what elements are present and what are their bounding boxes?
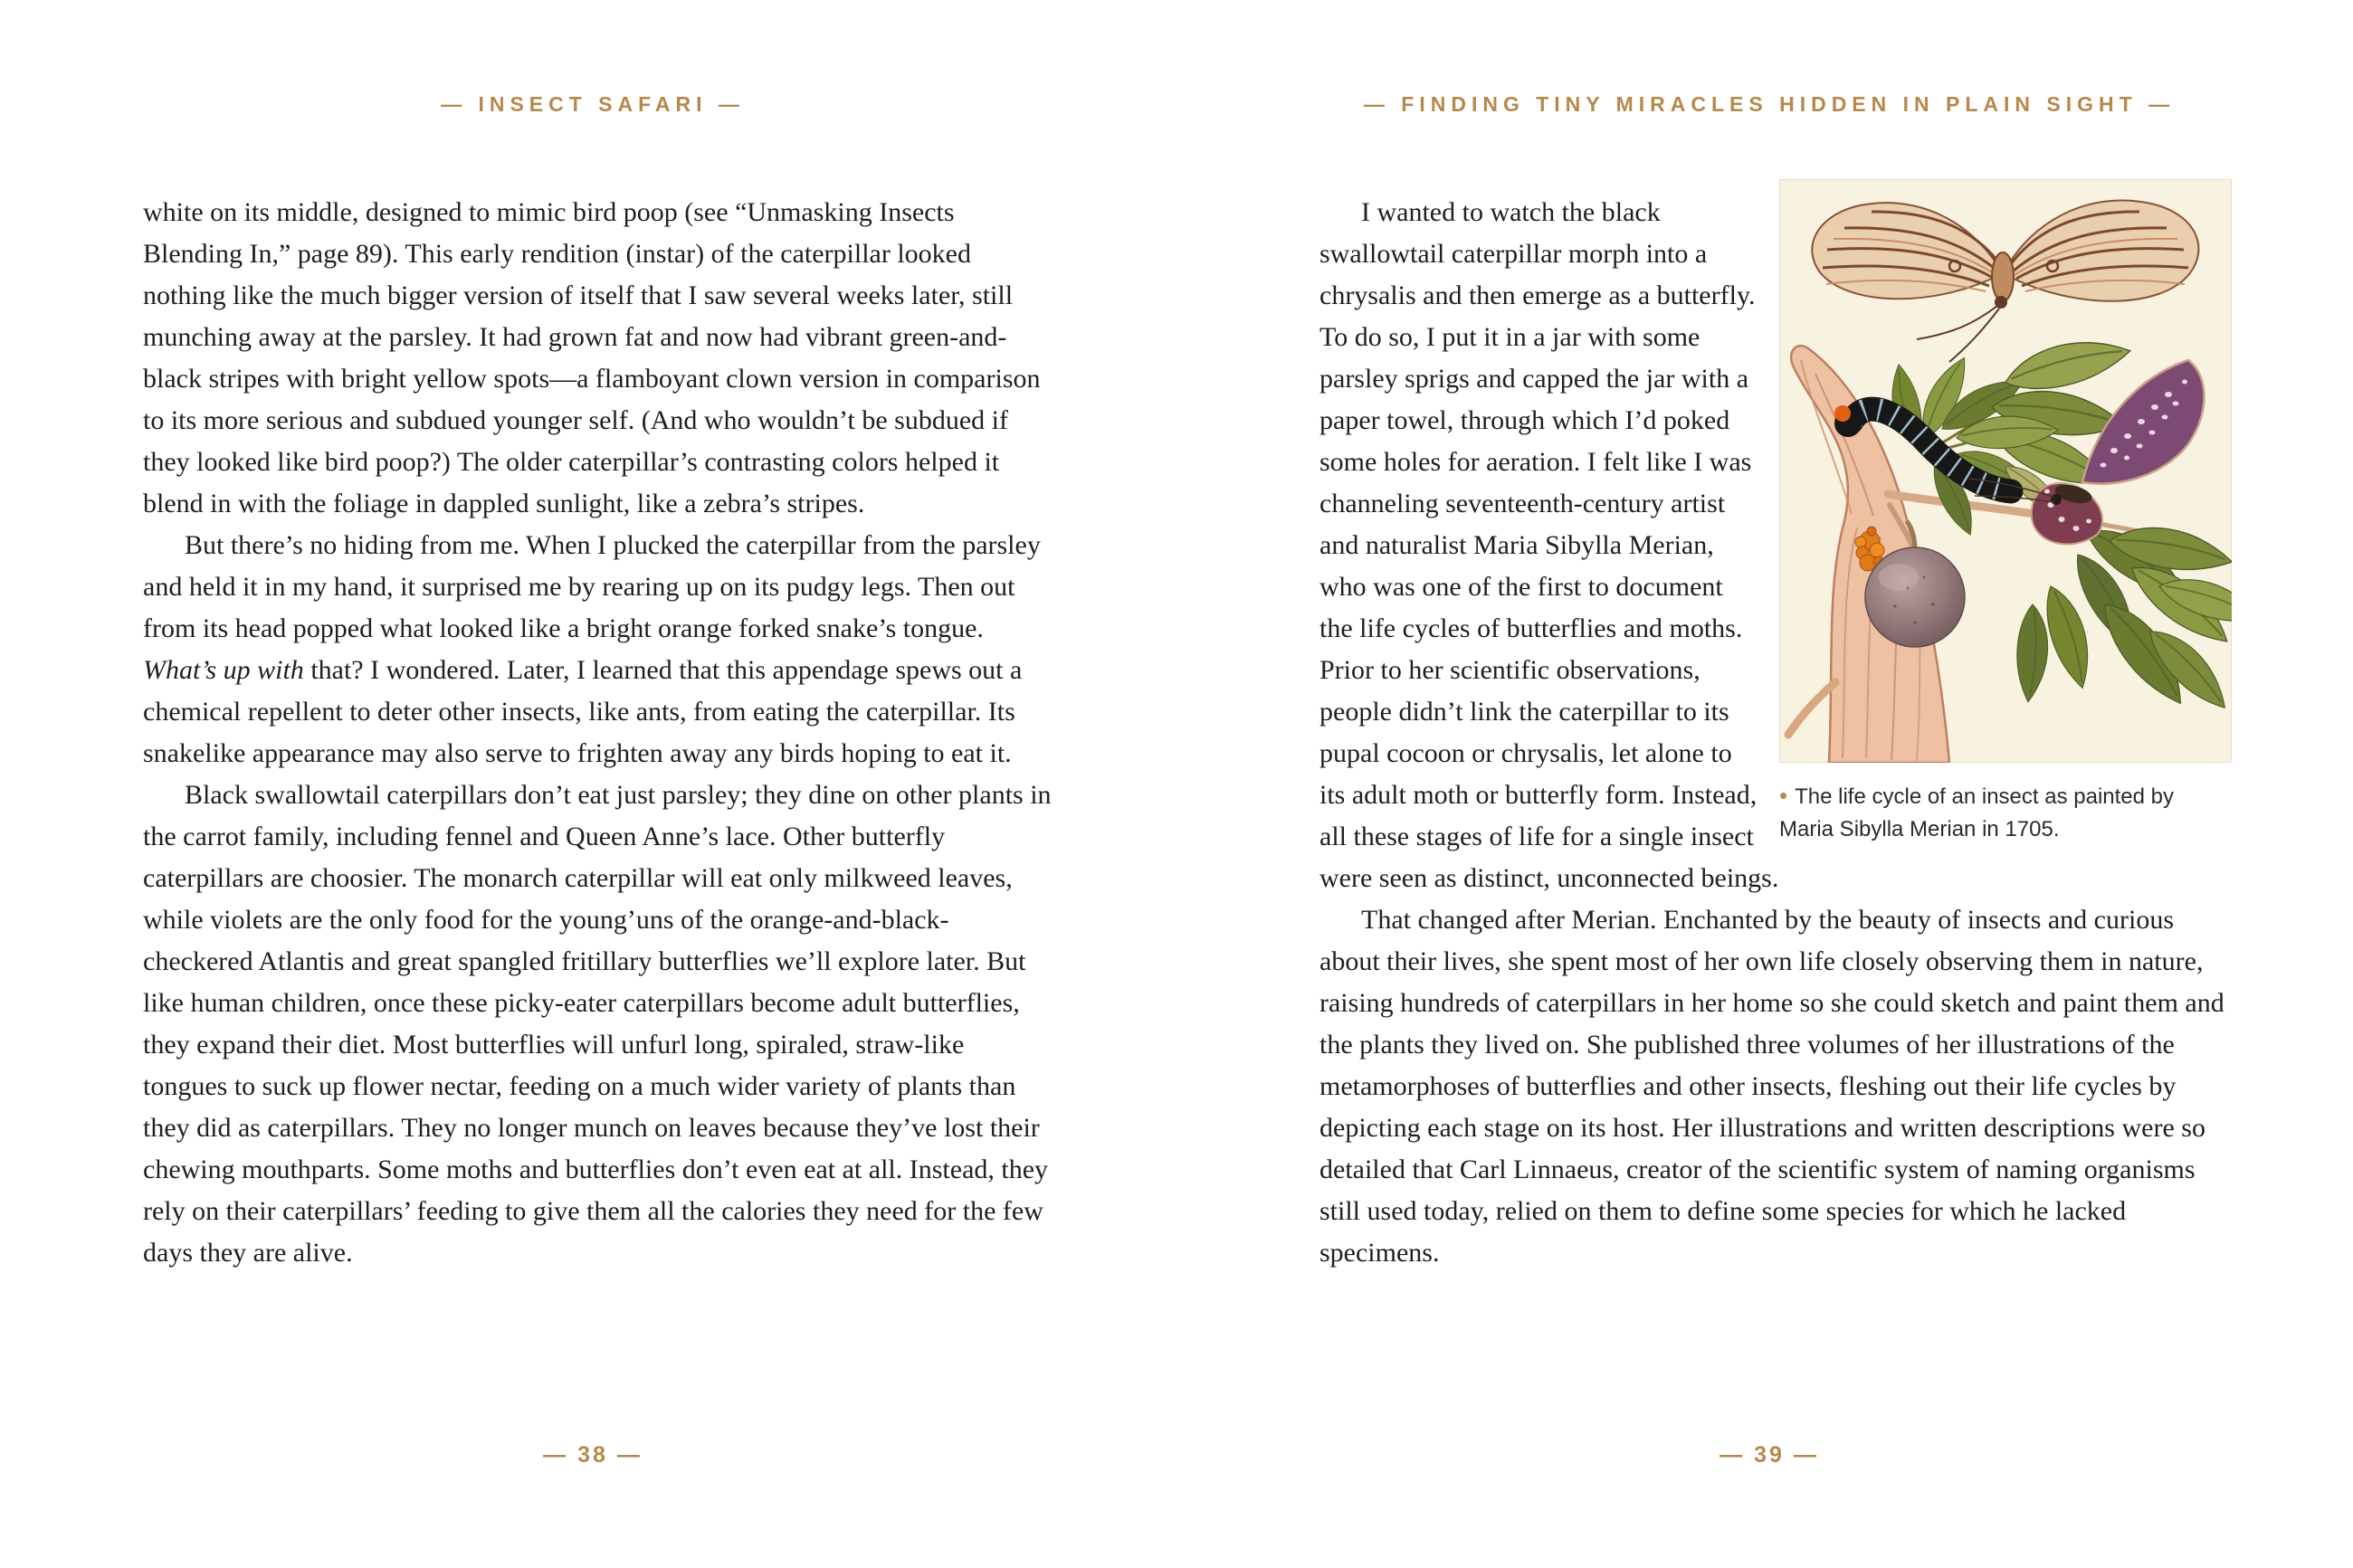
- paragraph: white on its middle, designed to mimic bird poop (see “Unmasking Insects Blending In,” page 89). This early rendition (instar) of the caterpillar looked nothing like the much bigger version of itself that I saw several weeks later, still munching away at the parsley. It had grown fat and now had vibrant green-and-black stripes with bright yellow spots—a flamboyant clown version in comparison to its more serious and subdued younger self. (And who wouldn’t be subdued if they looked like bird poop?) The older caterpillar’s contrasting colors helped it blend in with the foliage in dappled sunlight, like a zebra’s stripes.: [143, 197, 1041, 518]
- figure-caption: [1779, 779, 2232, 846]
- page-38: [0, 0, 1176, 1568]
- italic-phrase: What’s up with: [143, 655, 304, 685]
- body-text-left: [143, 192, 1055, 1274]
- paragraph-text: that? I wondered. Later, I learned that this appendage spews out a chemical repellent to deter other insects, like ants, from eating the caterpillar. Its snakelike appearance may also serve to frighten away any birds hoping to eat it.: [143, 655, 1023, 768]
- merian-figure: [1779, 179, 2232, 846]
- figure-caption-text: The life cycle of an insect as painted by Maria Sibylla Merian in 1705.: [1779, 784, 2175, 841]
- paragraph: Black swallowtail caterpillars don’t eat just parsley; they dine on other plants in the carrot family, including fennel and Queen Anne’s lace. Other butterfly caterpillars are choosier. The monarch caterpillar will eat only milkweed leaves, while violets are the only food for the young’uns of the orange-and-black-checkered Atlantis and great spangled fritillary butterflies we’ll explore later. But like human children, once these picky-eater caterpillars become adult butterflies, they expand their diet. Most butterflies will unfurl long, spiraled, straw-like tongues to suck up flower nectar, feeding on a much wider variety of plants than they did as caterpillars. They no longer munch on leaves because they’ve lost their chewing mouthparts. Some moths and butterflies don’t even eat at all. Instead, they rely on their caterpillars’ feeding to give them all the calories they need for the few days they are alive.: [143, 780, 1052, 1268]
- paragraph: I wanted to watch the black swallowtail caterpillar morph into a chrysalis and then emerge as a butterfly. To do so, I put it in a jar with some parsley sprigs and capped the jar with a paper towel, through which I’d poked some holes for aeration. I felt like I was channeling seventeenth-century artist and naturalist Maria Sibylla Merian, who was one of the first to document the life cycles of butterflies and moths. Prior to her scientific observations, people didn’t link the caterpillar to its pupal cocoon or chrysalis, let alone to its adult moth or butterfly form. Instead, all these stages of life for a single insect were seen as distinct, unconnected beings.: [1319, 197, 1779, 893]
- bullet-icon: •: [1779, 782, 1788, 809]
- page-39: [1176, 0, 2353, 1568]
- paragraph-text: But there’s no hiding from me. When I plucked the caterpillar from the parsley and held it in my hand, it surprised me by rearing up on its pudgy legs. Then out from its head popped what looked like a bright orange forked snake’s tongue.: [143, 530, 1041, 643]
- paragraph: [143, 525, 1055, 774]
- merian-painting: [1779, 179, 2232, 763]
- folio-right: — 39 —: [1720, 1442, 1819, 1468]
- body-text-right: [1319, 192, 2232, 1274]
- running-head-insect-safari: — INSECT SAFARI —: [441, 92, 745, 116]
- running-head-chapter: — FINDING TINY MIRACLES HIDDEN IN PLAIN SIGHT —: [1363, 92, 2176, 116]
- folio-left: — 38 —: [543, 1442, 643, 1468]
- paragraph: That changed after Merian. Enchanted by the beauty of insects and curious about their lives, she spent most of her own life closely observing them in nature, raising hundreds of caterpillars in her home so she could sketch and paint them and the plants they lived on. She published three volumes of her illustrations of the metamorphoses of butterflies and other insects, fleshing out their life cycles by depicting each stage on its host. Her illustrations and written descriptions were so detailed that Carl Linnaeus, creator of the scientific system of naming organisms still used today, relied on them to define some species for which he lacked specimens.: [1319, 905, 2224, 1268]
